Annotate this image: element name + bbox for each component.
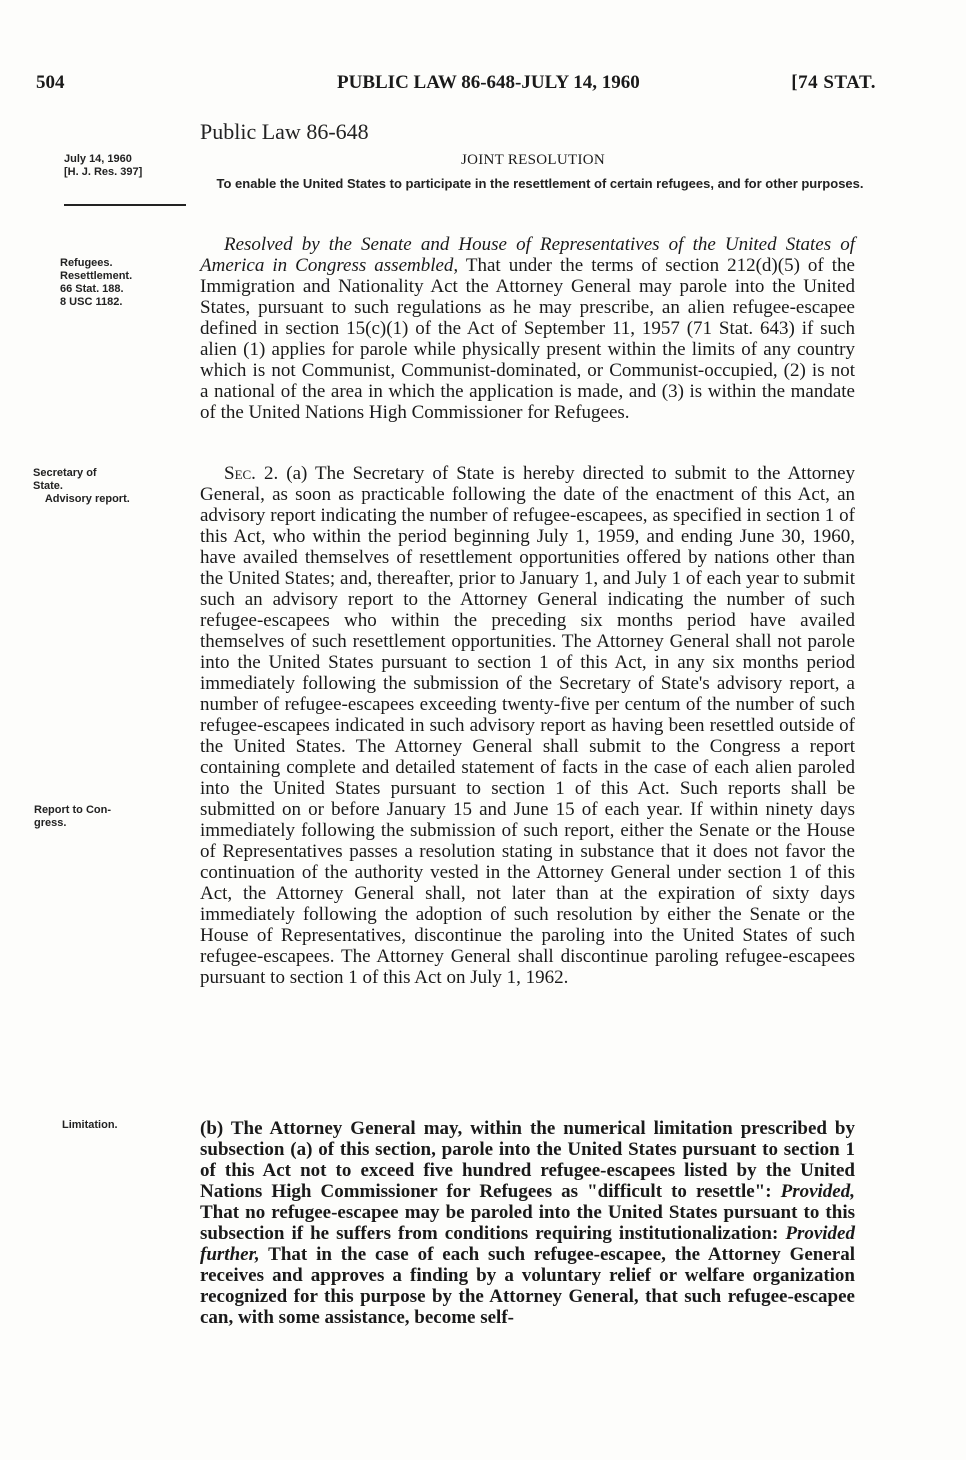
statute-volume: [74 STAT. <box>791 72 876 93</box>
section-2b-text-2: That no refugee-escapee may be paroled into the United States pursuant to this subsection if he suffers from conditions requiring institutionalization: <box>200 1202 855 1244</box>
public-law-title: Public Law 86-648 <box>200 119 369 144</box>
section-2-label: Sec. 2. <box>224 463 279 484</box>
margin-note-report: Report to Con- gress. <box>34 804 111 829</box>
margin-note-secretary: Secretary of State. Advisory report. <box>33 467 130 505</box>
enacting-formula: Resolved by the Senate and House of Representatives of the United States of America in Congress assembled, <box>200 234 855 276</box>
margin-note-limitation: Limitation. <box>62 1119 118 1131</box>
margin-note-refugees: Refugees. Resettlement. 66 Stat. 188. 8 USC 1182. <box>60 257 133 308</box>
proviso-2: Provided further, <box>200 1223 855 1265</box>
margin-note-date: July 14, 1960 [H. J. Res. 397] <box>64 153 143 178</box>
section-2b-text-1: (b) The Attorney General may, within the numerical limitation prescribed by subsection (a) of this section, parole into the United States pursuant to section 1 of this Act not to exceed five hundred refugee-escapees listed by the United Nations High Commissioner for Refugees as "difficult to resettle": <box>200 1118 855 1202</box>
joint-resolution-heading: JOINT RESOLUTION <box>460 152 606 168</box>
running-head <box>36 72 876 100</box>
proviso-1: Provided, <box>771 1181 855 1202</box>
section-1-text: That under the terms of section 212(d)(5) of the Immigration and Nationality Act the Attorney General may parole into the United States, pursuant to such regulations as he may prescribe, an alien refugee-escapee defined in section 15(c)(1) of the Act of September 11, 1957 (71 Stat. 643) if such alien (1) applies for parole while physically present within the limits of any country which is not Communist, Communist-dominated, or Communist-occupied, (2) is not a national of the area in which the application is made, and (3) is within the mandate of the United Nations High Commissioner for Refugees. <box>200 255 855 423</box>
running-head-title: PUBLIC LAW 86-648-JULY 14, 1960 <box>337 72 640 93</box>
section-2a-text: (a) The Secretary of State is hereby directed to submit to the Attorney General, as soon as practicable following the date of the enactment of this Act, an advisory report indicating the number of refugee-escapees, as specified in section 1 of this Act, who within the period beginning July 1, 1959, and ending June 30, 1960, have availed themselves of resettlement opportunities offered by nations other than the United States; and, thereafter, prior to January 1, and July 1 of each year to submit such an advisory report to the Attorney General indicating the number of such refugee-escapees who within the preceding six months period have availed themselves of such resettlement opportunities. The Attorney General shall not parole into the United States pursuant to section 1 of this Act, in any six months period immediately following the submission of the Secretary of State's advisory report, a number of refugee-escapees exceeding twenty-five per centum of the number of such refugee-escapees indicated in such advisory report as having been resettled outside of the United States. The Attorney General shall submit to the Congress a report containing complete and detailed statement of facts in the case of each alien paroled into the United States pursuant to section 1 of this Act. Such reports shall be submitted on or before January 15 and June 15 of each year. If within ninety days immediately following the submission of such report, either the Senate or the House of Representatives passes a resolution stating in substance that it does not favor the continuation of the authority vested in the Attorney General under section 1 of this Act, the Attorney General shall, not later than at the expiration of sixty days immediately following the adoption of such resolution by either the Senate or the House of Representatives, discontinue the paroling into the United States of such refugee-escapees. The Attorney General shall discontinue paroling refugee-escapees pursuant to section 1 of this Act on July 1, 1962. <box>200 463 855 988</box>
resolution-caption: To enable the United States to participate in the resettlement of certain refugees, and for other purposes. <box>216 176 864 191</box>
page-number: 504 <box>36 72 65 93</box>
margin-divider <box>64 204 186 206</box>
section-2b-text-3: That in the case of each such refugee-escapee, the Attorney General receives and approves a finding by a voluntary relief or welfare organization recognized for this purpose by the Attorney General, that such refugee-escapee can, with some assistance, become self- <box>200 1244 855 1328</box>
resolving-clause <box>200 234 855 423</box>
section-2a <box>200 463 855 988</box>
section-2b <box>200 1118 855 1328</box>
